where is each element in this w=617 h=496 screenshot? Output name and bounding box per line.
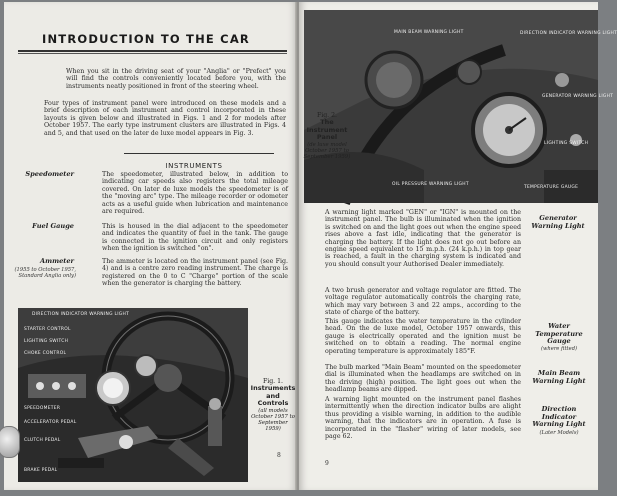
figure-2-number: Fig. 2. — [316, 112, 338, 119]
water-temp-note: (where fitted) — [540, 346, 578, 352]
instruments-heading: INSTRUMENTS — [165, 162, 223, 170]
ammeter-label: Ammeter — [40, 257, 74, 265]
ammeter-note: (1955 to October 1957, Standard Anglia only) — [14, 267, 76, 280]
fuel-gauge-label: Fuel Gauge — [32, 222, 74, 230]
direction-indicator-text: A warning light mounted on the instrument panel flashes intermittently when the direction indicator bulbs are alight thus providing a visible warning, in addition to the audible warning, that the indicators are in operation. A fuse is incorporated in the "flasher" wiring of later models, see page 62. — [325, 396, 521, 441]
photo-label-oil-pressure: OIL PRESSURE WARNING LIGHT — [392, 182, 469, 187]
figure-1-number: Fig. 1. — [262, 378, 284, 385]
dashboard-illustration — [18, 308, 248, 482]
main-beam-text: The bulb marked "Main Beam" mounted on the speedometer dial is illuminated when the headlamps are switched on in the driving (high) position. The light goes out when the headlamp beams are dipped. — [325, 364, 521, 394]
right-page — [299, 2, 617, 490]
binder-clip — [0, 426, 20, 458]
figure-2-title: The Instrument Panel — [306, 118, 348, 141]
page-number-left: 8 — [277, 452, 281, 459]
photo-label-accelerator: ACCELERATOR PEDAL — [24, 420, 77, 425]
fuel-gauge-text: This is housed in the dial adjacent to the speedometer and indicates the quantity of fuel in the tank. The gauge is connected in the ignition circuit and only registers when the ignition is switched "on". — [102, 223, 288, 253]
generator-text-1: A warning light marked "GEN" or "IGN" is mounted on the instrument panel. The bulb is illuminated when the ignition is switched on and the light goes out when the engine speed rises above a fast idle, indicating that the generator is charging the battery. If the light does not go out before an engine speed equivalent to 15 m.p.h. (24 k.p.h.) in top gear is reached, a fault in the charging system is indicated and you should consult your Authorised Dealer immediately. — [325, 209, 521, 268]
photo-label-brake: BRAKE PEDAL — [24, 468, 58, 473]
page-title: INTRODUCTION TO THE CAR — [42, 32, 250, 46]
photo-label-choke-control: CHOKE CONTROL — [24, 351, 67, 356]
ammeter-text: The ammeter is located on the instrument panel (see Fig. 4) and is a centre zero reading instrument. The charge is registered on the 0 to C "Charge" portion of the scale when the generator is charging the battery. — [102, 258, 288, 288]
direction-indicator-note: (Later Models) — [539, 430, 579, 436]
figure-1-note: (all models October 1957 to September 1959) — [251, 407, 295, 433]
photo-label-speedometer: SPEEDOMETER — [24, 406, 61, 411]
figure-1-title: Instruments and Controls — [250, 384, 296, 407]
water-temp-label: Water Temperature Gauge — [535, 322, 583, 346]
left-page — [4, 2, 297, 490]
instrument-panel-illustration — [304, 10, 598, 203]
photo-label-starter-control: STARTER CONTROL — [24, 327, 71, 332]
generator-label: Generator Warning Light — [531, 214, 585, 230]
photo-label-generator: GENERATOR WARNING LIGHT — [542, 94, 614, 99]
title-rule — [18, 50, 287, 52]
dashboard-photo — [18, 308, 248, 482]
photo-label-main-beam: MAIN BEAM WARNING LIGHT — [394, 30, 464, 35]
instruments-rule — [124, 153, 274, 154]
figure-2-note: (de luxe model October 1957 to September 1959) — [303, 141, 351, 161]
photo-label-direction-indicator: DIRECTION INDICATOR WARNING LIGHT — [32, 312, 130, 317]
photo-label-temperature-gauge: TEMPERATURE GAUGE — [524, 185, 579, 190]
intro-paragraph-1: When you sit in the driving seat of your "Anglia" or "Prefect" you will find the controls conveniently located before you, with the instruments neatly positioned in front of the steering wheel. — [66, 68, 286, 90]
photo-label-lighting-switch: LIGHTING SWITCH — [544, 141, 589, 146]
photo-label-lighting-switch: LIGHTING SWITCH — [24, 339, 69, 344]
speedometer-label: Speedometer — [25, 170, 74, 178]
open-book — [4, 2, 617, 490]
page-number-right: 9 — [325, 460, 329, 467]
photo-label-clutch: CLUTCH PEDAL — [24, 438, 61, 443]
direction-indicator-label: Direction Indicator Warning Light — [532, 405, 586, 429]
water-temp-text: This gauge indicates the water temperature in the cylinder head. On the de luxe model, October 1957 onwards, this gauge is electrically operated and the ignition must be switched on to obtain a reading. The normal engine operating temperature is approximately 185°F. — [325, 318, 521, 355]
figure-1-caption — [250, 378, 296, 433]
instrument-panel-photo — [304, 10, 617, 203]
intro-paragraph-2: Four types of instrument panel were introduced on these models and a brief description of each instrument and control incorporated in these layouts is given below and illustrated in Figs. 1 and 2 for models after October 1957. The early type instrument clusters are illustrated in Figs. 4 and 5, and that used on the later de luxe model appears in Fig. 3. — [44, 100, 286, 137]
title-rule-thin — [18, 53, 287, 54]
main-beam-label: Main Beam Warning Light — [532, 369, 586, 385]
photo-label-direction-indicator: DIRECTION INDICATOR WARNING LIGHT — [520, 31, 617, 36]
speedometer-text: The speedometer, illustrated below, in addition to indicating car speeds also registers the total mileage covered. On later de luxe models the speedometer is of the "moving arc" type. The mileage recorder or odometer acts as a useful guide when lubrication and maintenance are required. — [102, 171, 288, 216]
generator-text-2: A two brush generator and voltage regulator are fitted. The voltage regulator automatically controls the charging rate, which may vary between 3 and 22 amps., according to the state of charge of the battery. — [325, 287, 521, 317]
figure-2-caption — [303, 112, 351, 160]
